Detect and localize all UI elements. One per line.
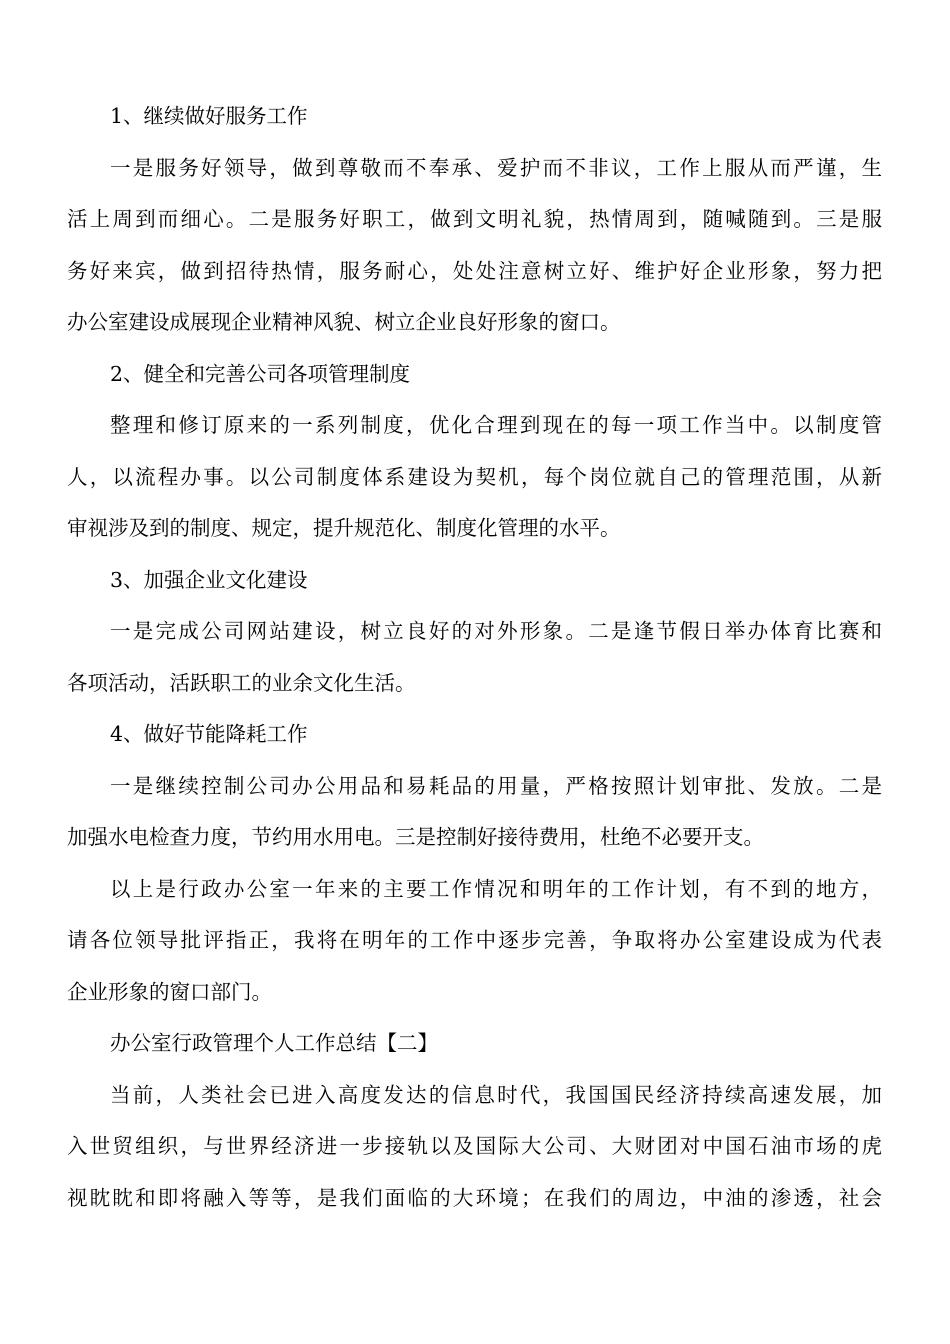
paragraph-line: 务好来宾，做到招待热情，服务耐心，处处注意树立好、维护好企业形象，努力把 (67, 258, 882, 283)
paragraph-corporate-culture (67, 606, 882, 709)
paragraph-management-system (67, 400, 882, 555)
paragraph-background (67, 1070, 882, 1225)
paragraph-line: 人，以流程办事。以公司制度体系建设为契机，每个岗位就自己的管理范围，从新 (67, 464, 882, 489)
paragraph-line: 请各位领导批评指正，我将在明年的工作中逐步完善，争取将办公室建设成为代表 (67, 928, 882, 952)
paragraph-line: 审视涉及到的制度、规定，提升规范化、制度化管理的水平。 (67, 516, 621, 540)
paragraph-line: 视眈眈和即将融入等等，是我们面临的大环境；在我们的周边，中油的渗透，社会 (67, 1185, 882, 1210)
section-heading-3: 3、加强企业文化建设 (110, 567, 308, 592)
paragraph-line: 加强水电检查力度，节约用水用电。三是控制好接待费用，杜绝不必要开支。 (67, 825, 764, 849)
paragraph-line: 以上是行政办公室一年来的主要工作情况和明年的工作计划，有不到的地方， (110, 876, 882, 901)
paragraph-service-work (67, 143, 882, 349)
paragraph-conclusion (67, 864, 882, 1019)
paragraph-line: 一是服务好领导，做到尊敬而不奉承、爱护而不非议，工作上服从而严谨，生 (110, 155, 882, 180)
document-subtitle: 办公室行政管理个人工作总结【二】 (110, 1031, 438, 1055)
paragraph-line: 各项活动，活跃职工的业余文化生活。 (67, 670, 416, 695)
paragraph-energy-saving (67, 761, 882, 864)
paragraph-line: 办公室建设成展现企业精神风貌、树立企业良好形象的窗口。 (67, 310, 621, 334)
section-heading-1: 1、继续做好服务工作 (110, 104, 308, 128)
paragraph-line: 入世贸组织，与世界经济进一步接轨以及国际大公司、大财团对中国石油市场的虎 (67, 1134, 882, 1158)
paragraph-line: 一是完成公司网站建设，树立良好的对外形象。二是逢节假日举办体育比赛和 (110, 619, 882, 643)
document-body (67, 91, 882, 1224)
paragraph-line: 当前，人类社会已进入高度发达的信息时代，我国国民经济持续高速发展，加 (110, 1082, 882, 1107)
paragraph-line: 整理和修订原来的一系列制度，优化合理到现在的每一项工作当中。以制度管 (110, 413, 882, 437)
section-heading-4: 4、做好节能降耗工作 (110, 722, 308, 746)
paragraph-line: 一是继续控制公司办公用品和易耗品的用量，严格按照计划审批、发放。二是 (110, 773, 882, 798)
paragraph-line: 活上周到而细心。二是服务好职工，做到文明礼貌，热情周到，随喊随到。三是服 (67, 207, 882, 231)
section-heading-2: 2、健全和完善公司各项管理制度 (110, 361, 411, 386)
paragraph-line: 企业形象的窗口部门。 (67, 979, 272, 1004)
